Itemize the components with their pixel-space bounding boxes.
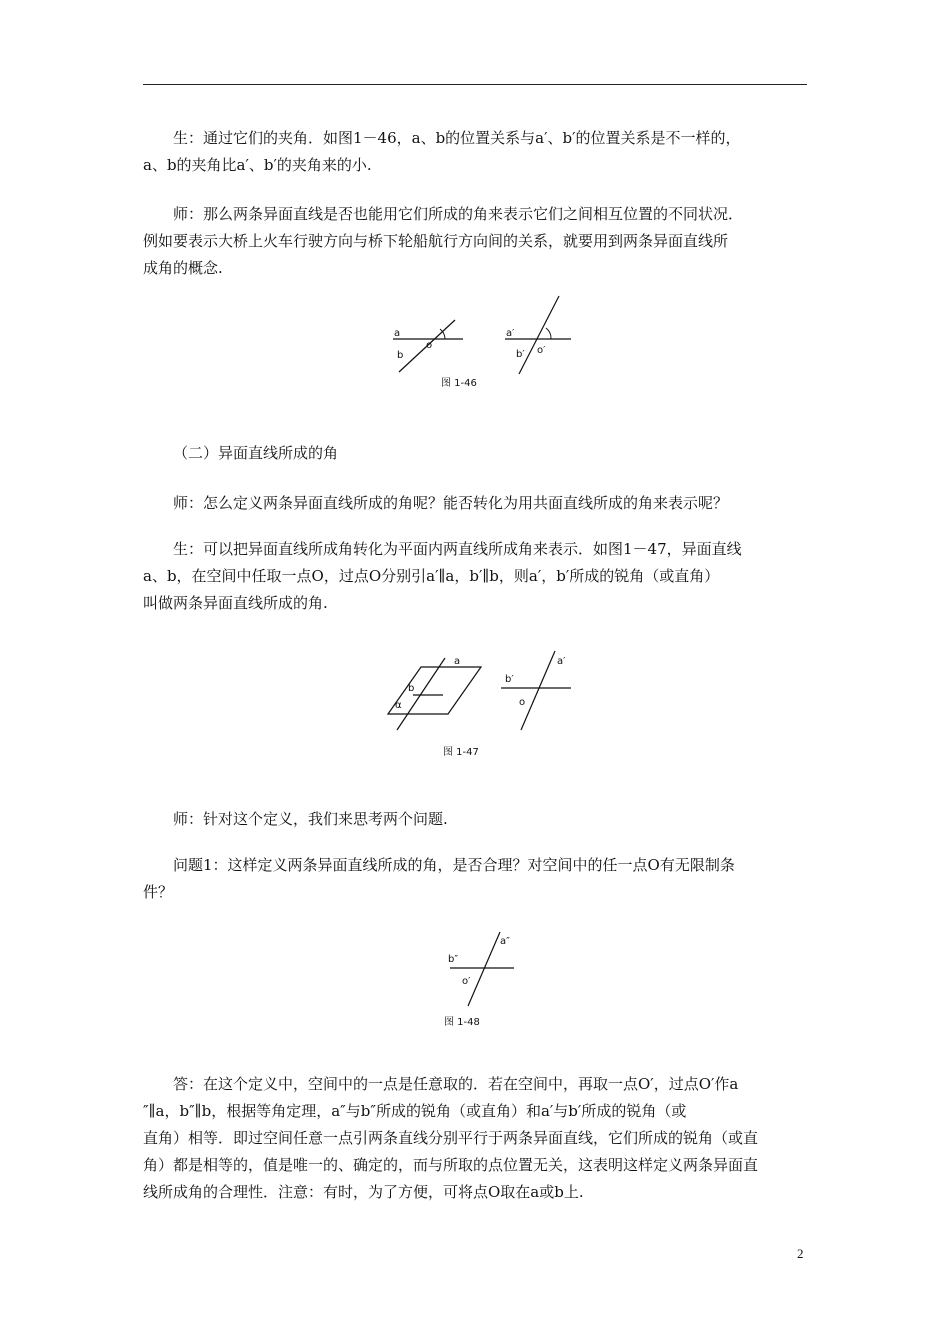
label-o: o <box>519 697 526 708</box>
paragraph-1 <box>143 125 811 179</box>
line-b-prime <box>519 296 559 374</box>
text-line: 直角）相等．即过空间任意一点引两条直线分别平行于两条异面直线，它们所成的锐角（或直 <box>143 1129 759 1147</box>
figure-1-47 <box>383 650 583 760</box>
label-b-prime: b′ <box>516 349 525 360</box>
text-line: 答：在这个定义中，空间中的一点是任意取的．若在空间中，再取一点O′，过点O′作a <box>173 1075 739 1093</box>
line-a <box>397 658 445 730</box>
text-line: 成角的概念. <box>143 259 223 277</box>
label-o: o <box>426 340 433 351</box>
text-line: 角）都是相等的，值是唯一的、确定的，而与所取的点位置无关，这表明这样定义两条异面直 <box>143 1156 759 1174</box>
label-b: b <box>408 683 415 694</box>
paragraph-3 <box>143 490 811 517</box>
text-line: ″∥a，b″∥b，根据等角定理，a″与b″所成的锐角（或直角）和a′与b′所成的锐角（或 <box>143 1102 687 1120</box>
paragraph-5 <box>143 806 811 833</box>
text-line: a、b的夹角比a′、b′的夹角来的小. <box>143 156 372 174</box>
label-o-prime: o′ <box>462 976 471 987</box>
text-line: 师：针对这个定义，我们来思考两个问题. <box>173 810 448 828</box>
label-a-prime: a′ <box>557 656 566 667</box>
figure-caption: 图 1-46 <box>441 378 477 389</box>
label-b-prime: b′ <box>505 674 514 685</box>
paragraph-2 <box>143 201 811 282</box>
text-line: 生：通过它们的夹角．如图1－46，a、b的位置关系与a′、b′的位置关系是不一样的， <box>173 129 741 147</box>
text-line: 例如要表示大桥上火车行驶方向与桥下轮船航行方向间的关系，就要用到两条异面直线所 <box>143 232 729 250</box>
paragraph-6 <box>143 852 811 906</box>
text-line: 生：可以把异面直线所成角转化为平面内两直线所成角来表示．如图1－47，异面直线 <box>173 540 742 558</box>
header-rule <box>143 84 807 85</box>
label-a-prime: a′ <box>506 328 515 339</box>
figure-caption: 图 1-47 <box>443 747 479 758</box>
paragraph-4 <box>143 536 811 617</box>
text-line: 问题1：这样定义两条异面直线所成的角，是否合理？对空间中的任一点O有无限制条 <box>173 856 735 874</box>
text-line: 线所成角的合理性．注意：有时，为了方便，可将点O取在a或b上. <box>143 1183 584 1201</box>
section-heading: （二）异面直线所成的角 <box>173 444 339 462</box>
line-a-double-prime <box>468 932 500 1006</box>
text-line: 师：怎么定义两条异面直线所成的角呢？能否转化为用共面直线所成的角来表示呢？ <box>173 494 729 512</box>
line-a-prime <box>521 651 555 730</box>
label-alpha: α <box>395 700 402 711</box>
page-number: 2 <box>797 1246 804 1261</box>
figure-1-48 <box>442 928 542 1032</box>
text-line: 叫做两条异面直线所成的角. <box>143 594 328 612</box>
label-a-double-prime: a″ <box>500 936 510 947</box>
label-a: a <box>454 656 461 667</box>
label-b: b <box>397 350 404 361</box>
figure-caption: 图 1-48 <box>444 1017 480 1028</box>
label-b-double-prime: b″ <box>448 954 459 965</box>
figure-1-46 <box>385 290 585 394</box>
text-line: 件？ <box>143 883 174 901</box>
paragraph-7 <box>143 1071 811 1206</box>
angle-arc <box>546 328 551 339</box>
text-line: a、b，在空间中任取一点O，过点O分别引a′∥a，b′∥b，则a′，b′所成的锐角（或直角） <box>143 567 720 585</box>
label-o-prime: o′ <box>537 345 546 356</box>
label-a: a <box>394 328 401 339</box>
text-line: 师：那么两条异面直线是否也能用它们所成的角来表示它们之间相互位置的不同状况． <box>173 205 744 223</box>
